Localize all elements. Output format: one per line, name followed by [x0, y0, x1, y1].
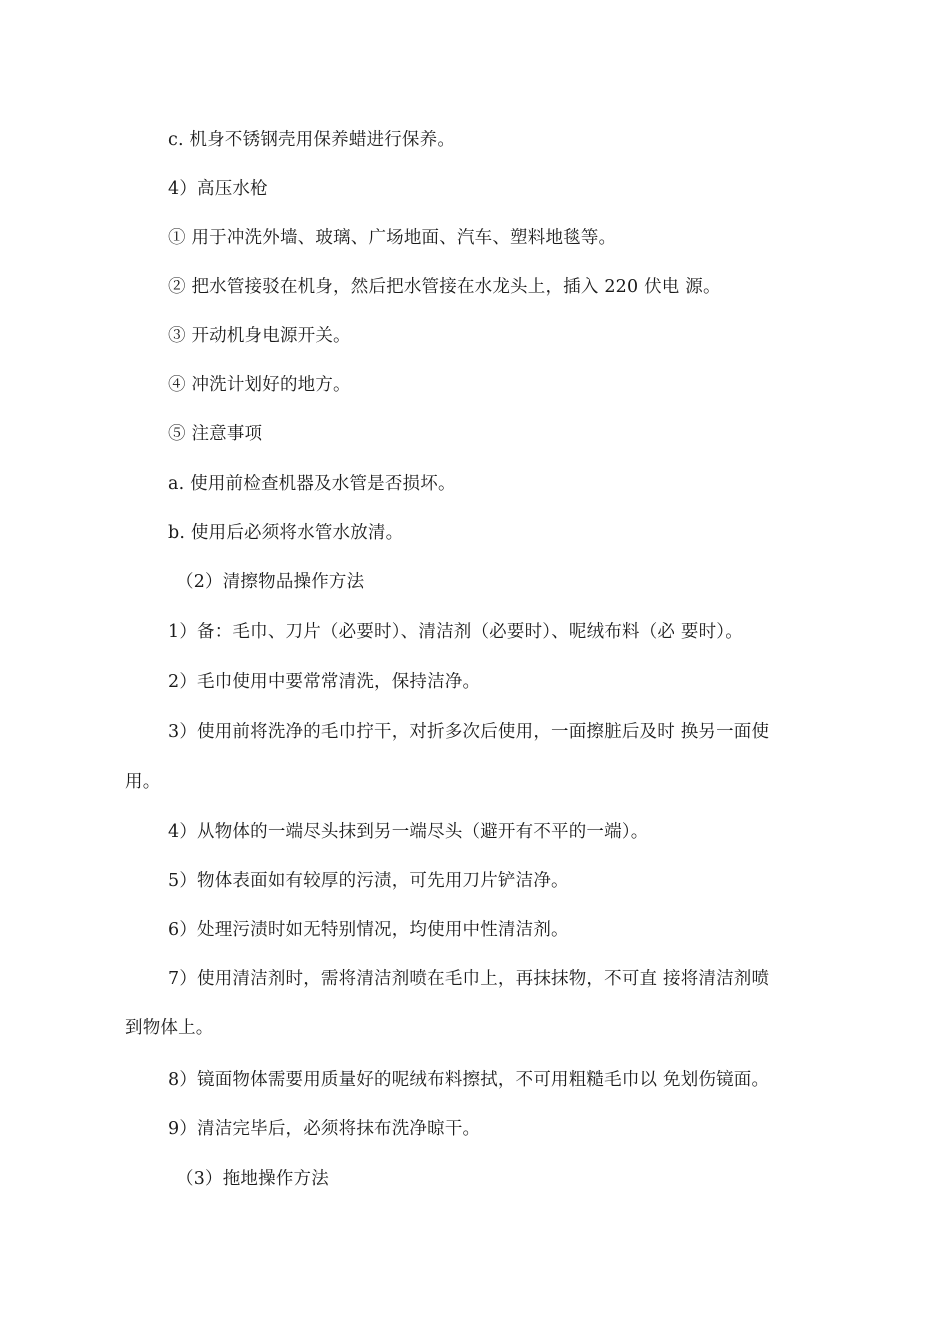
list-item: 6）处理污渍时如无特别情况，均使用中性清洁剂。 — [168, 920, 569, 940]
paragraph-line: c. 机身不锈钢壳用保养蜡进行保养。 — [168, 130, 456, 150]
section-heading: （3）拖地操作方法 — [176, 1169, 329, 1189]
list-item: 4）从物体的一端尽头抹到另一端尽头（避开有不平的一端）。 — [168, 822, 649, 842]
paragraph-line: 到物体上。 — [125, 1018, 214, 1038]
list-item: 8）镜面物体需要用质量好的呢绒布料擦拭，不可用粗糙毛巾以 免划伤镜面。 — [168, 1070, 770, 1090]
subheading: 4）高压水枪 — [168, 179, 268, 199]
paragraph-line: b. 使用后必须将水管水放清。 — [168, 523, 404, 543]
list-item: ⑤ 注意事项 — [168, 424, 263, 444]
paragraph-line: a. 使用前检查机器及水管是否损坏。 — [168, 474, 456, 494]
section-heading: （2）清擦物品操作方法 — [176, 572, 365, 592]
list-item: 9）清洁完毕后，必须将抹布洗净晾干。 — [168, 1119, 481, 1139]
list-item: 1）备：毛巾、刀片（必要时）、清洁剂（必要时）、呢绒布料（必 要时）。 — [168, 622, 743, 642]
list-item: 7）使用清洁剂时，需将清洁剂喷在毛巾上，再抹抹物，不可直 接将清洁剂喷 — [168, 969, 770, 989]
list-item: 3）使用前将洗净的毛巾拧干，对折多次后使用，一面擦脏后及时 换另一面使 — [168, 722, 770, 742]
list-item: ② 把水管接驳在机身，然后把水管接在水龙头上，插入 220 伏电 源。 — [168, 277, 721, 297]
list-item: 2）毛巾使用中要常常清洗，保持洁净。 — [168, 672, 481, 692]
list-item: ③ 开动机身电源开关。 — [168, 326, 351, 346]
list-item: ① 用于冲洗外墙、玻璃、广场地面、汽车、塑料地毯等。 — [168, 228, 617, 248]
paragraph-line: 用。 — [125, 772, 161, 792]
list-item: 5）物体表面如有较厚的污渍，可先用刀片铲洁净。 — [168, 871, 569, 891]
list-item: ④ 冲洗计划好的地方。 — [168, 375, 351, 395]
